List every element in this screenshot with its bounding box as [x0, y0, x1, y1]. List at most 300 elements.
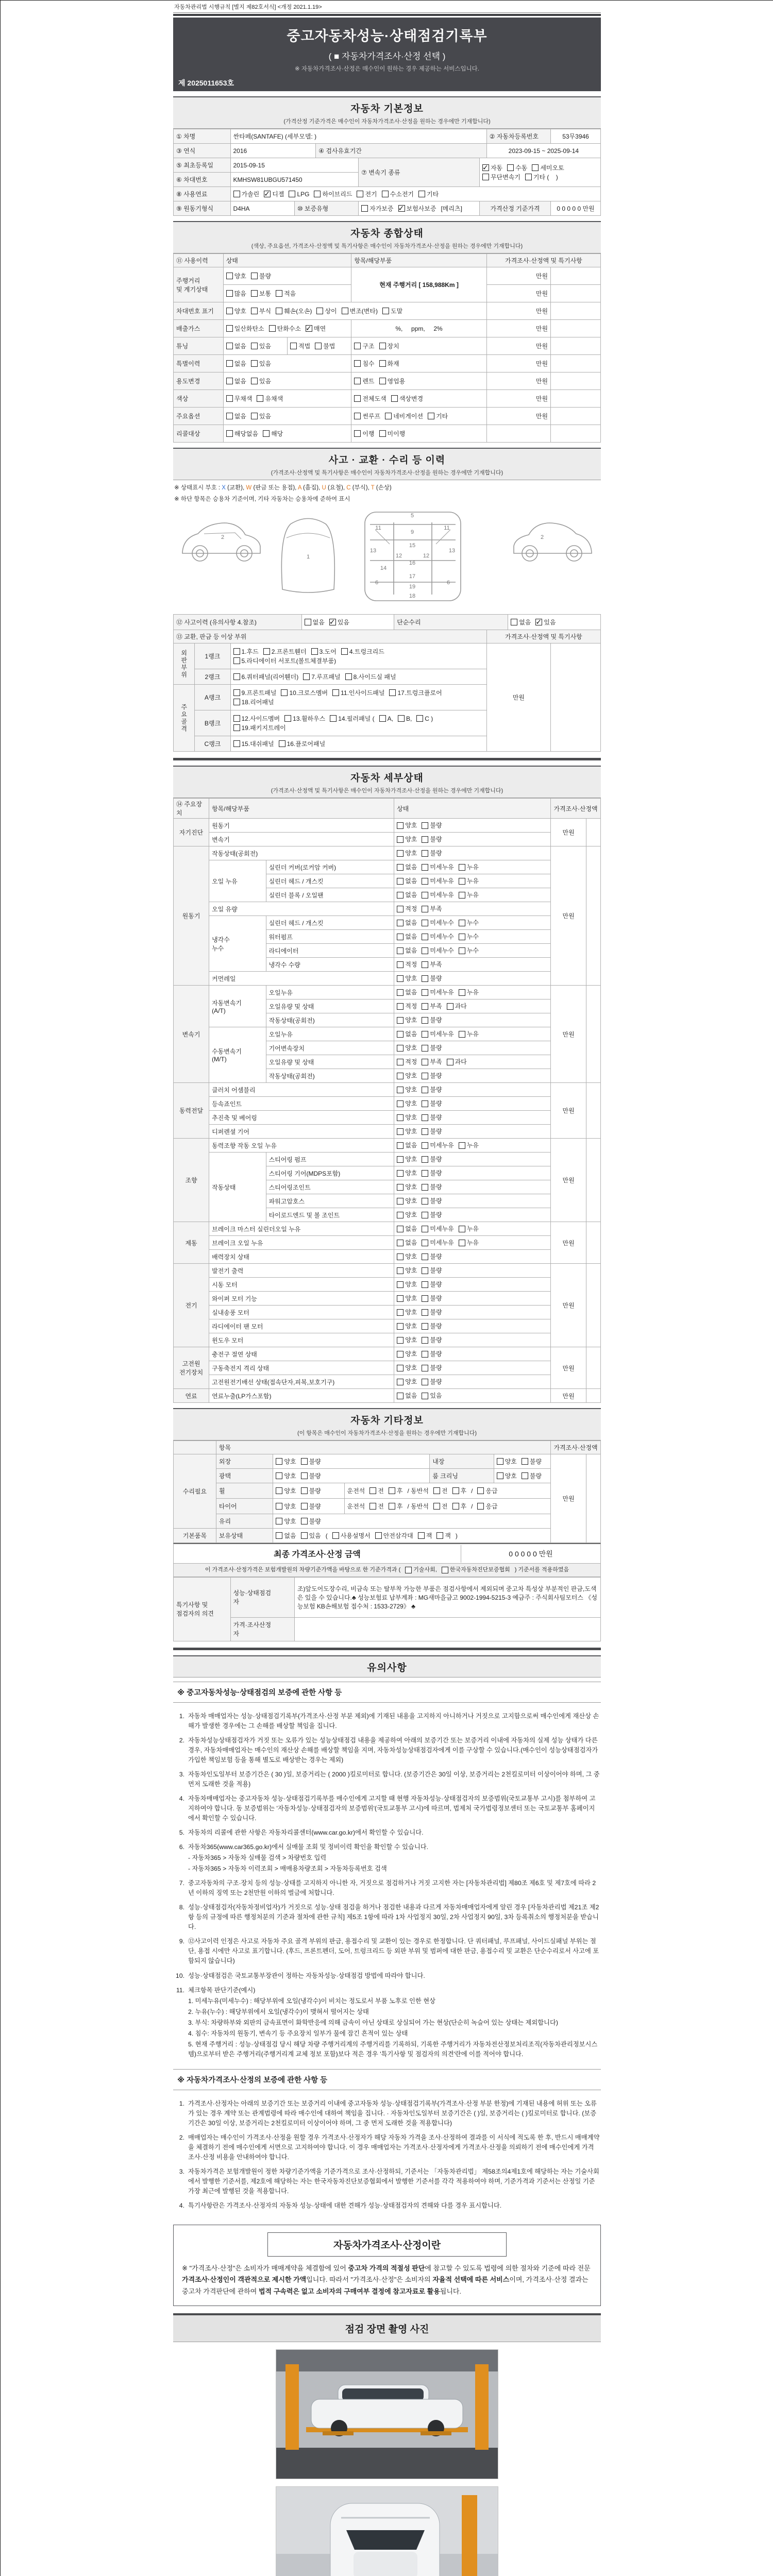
checkbox-option: 없음: [226, 342, 246, 351]
checkbox-option: 불량: [422, 1015, 442, 1025]
checkbox-cell: [288, 337, 351, 355]
value-cell: 만원: [486, 285, 550, 302]
text-segment: (요철),: [326, 485, 347, 491]
checkbox-cell: [394, 1166, 551, 1180]
section-subtitle: (이 항목은 매수인이 자동차가격조사·산정을 원하는 경우에만 기재합니다): [297, 1430, 477, 1436]
checkbox-option: 불량: [301, 1517, 321, 1526]
checkbox-cell: [394, 1264, 551, 1278]
checkbox-option: 17.트렁크플로어: [389, 688, 442, 698]
checkbox-cell: [273, 1454, 430, 1469]
value-cell: 실린더 헤드 / 개스킷: [266, 874, 394, 888]
checkbox-line: [354, 394, 483, 403]
checkbox-icon: [354, 378, 361, 384]
checkbox-icon: [447, 1059, 453, 1065]
section-divider: [173, 1648, 601, 1650]
notice-item-subtext: 5. 현재 주행거리 : 성능·상태점검 당시 해당 차량 주행거리계의 주행거리를 기록하되, 기록한 주행거리가 자동차전산정보처리조직(자동차관리정보시스템)으로부터 받은 주행거리(주행거리계 교체 정보 포함)보다 적은 경우 '특기사항 및 점검자의 의견'란에 이를 적어야 합니다.: [188, 2040, 598, 2058]
checkbox-icon: [459, 878, 465, 885]
checkbox-line: [397, 1210, 548, 1219]
checkbox-option: 불량: [522, 1471, 542, 1481]
checkbox-line: [233, 672, 484, 682]
checkbox-icon: [257, 395, 263, 402]
checkbox-line: [397, 1141, 548, 1150]
value-cell: 디퍼렌셜 기어: [209, 1125, 394, 1139]
checkbox-line: [226, 429, 349, 438]
checkbox-option: 13.휠하우스: [284, 714, 325, 723]
value-cell: 워터펌프: [266, 930, 394, 944]
checkbox-icon: [397, 1323, 404, 1330]
checkbox-line: [397, 1349, 548, 1359]
checkbox-icon: [532, 164, 539, 171]
label-cell: 광택: [216, 1469, 273, 1483]
checkbox-option: 없음: [276, 1531, 296, 1540]
checkbox-icon: [251, 378, 258, 384]
checkbox-cell: [394, 1194, 551, 1208]
checkbox-option: 없음: [397, 890, 417, 900]
text-segment: ※ 상태표시 부호 :: [174, 485, 222, 491]
other-info-table: [173, 1440, 601, 1543]
checkbox-icon: [422, 1045, 428, 1052]
checkbox-icon: [422, 1198, 428, 1205]
checkbox-cell: [394, 1306, 551, 1319]
accident-history-table: [173, 614, 601, 752]
checkbox-icon: [369, 1503, 376, 1510]
checkbox-option: 미세누수: [422, 946, 453, 955]
inspector-opinion-text: 조)앞도어도장수리, 비금속 또는 탈부착 가능한 부품은 점검사항에서 제외되며 중고차 특성상 부분적인 판금,도색은 있을 수 있습니다.♣ 성능보험료 납부계좌 : MG새마을금고 9002-1994-5215-3 예금주 : 주식회사팀모터스 《성능보험 KB손해보험 접수처 : 1533-2729》 ♣: [294, 1577, 600, 1617]
checkbox-option: 불량: [422, 1071, 442, 1080]
value-cell: 만원: [486, 643, 550, 752]
checkbox-option: 6.쿼터패널(리어휀더): [233, 672, 299, 682]
label-cell: ⑬ 교환, 판금 등 이상 부위: [174, 630, 487, 643]
checkbox-option: 부족: [422, 1002, 442, 1011]
diagram-number: 2: [221, 534, 225, 540]
value-cell: 실린더 헤드 / 개스킷: [266, 916, 394, 930]
checkbox-option: 누수: [459, 918, 479, 927]
checkbox-line: [226, 377, 349, 386]
checkbox-option: 7.루프패널: [303, 672, 340, 682]
checkbox-option: 양호: [226, 272, 246, 281]
checkbox-option: 없음: [397, 932, 417, 941]
checkbox-icon: [422, 1170, 428, 1177]
value-cell: [551, 425, 601, 443]
checkbox-option: 하이브리드: [314, 190, 352, 199]
value-cell: [486, 425, 550, 443]
checkbox-icon: [442, 1567, 448, 1573]
checkbox-cell: [351, 408, 486, 425]
checkbox-icon: [226, 325, 233, 332]
notice-item-number: 2.: [179, 1736, 184, 1744]
checkbox-option: 후: [389, 1486, 403, 1496]
checkbox-cell: [394, 1041, 551, 1055]
checkbox-option: 있음: [422, 1391, 442, 1400]
checkbox-option: 변조(변타): [342, 307, 378, 316]
value-cell: 추진축 및 베어링: [209, 1111, 394, 1125]
checkbox-option: 없음: [226, 359, 246, 368]
checkbox-cell: [394, 1278, 551, 1292]
value-cell: 브레이크 마스터 실린더오일 누유: [209, 1222, 394, 1236]
checkbox-icon: [311, 648, 318, 655]
checkbox-option: 불량: [301, 1502, 321, 1511]
notice-item-number: 4.: [179, 1794, 184, 1802]
checkbox-option: 없음: [397, 1238, 417, 1247]
checkbox-icon: [459, 1142, 465, 1149]
checkbox-line: [397, 1015, 548, 1025]
checkbox-option: 양호: [397, 1085, 417, 1094]
checkbox-line: [354, 342, 483, 351]
checkbox-option: 장치: [379, 342, 399, 351]
checkbox-icon: [422, 1003, 428, 1010]
label-cell: ⑭ 주요장치: [174, 799, 209, 819]
checkbox-option: 양호: [497, 1457, 517, 1466]
value-cell: [586, 846, 601, 986]
checkbox-line: [226, 307, 484, 316]
checkbox-option: 양호: [497, 1471, 517, 1481]
checkbox-icon: [357, 191, 363, 197]
label-cell: 가격산정 기준가격: [479, 201, 550, 216]
checkbox-cell: [394, 1347, 551, 1361]
notice-item-text: 특기사항란은 가격조사·산정자의 자동차 성능·상태에 대한 견해가 성능·상태점검자의 견해와 다를 경우 표시합니다.: [188, 2202, 502, 2210]
section-title: 유의사항: [367, 1662, 407, 1673]
diagram-number: 16: [409, 560, 416, 566]
checkbox-option: 양호: [397, 1308, 417, 1317]
checkbox-line: [305, 618, 392, 627]
checkbox-icon: [397, 1253, 404, 1260]
checkbox-option: 없음: [397, 876, 417, 886]
notice-item-number: 8.: [179, 1904, 184, 1911]
value-cell: 브레이크 오일 누유: [209, 1236, 394, 1250]
checkbox-icon: [397, 1379, 404, 1385]
notice-item: [174, 1711, 600, 1731]
value-cell: 작동상태(공회전): [266, 1013, 394, 1027]
checkbox-option: 양호: [276, 1457, 296, 1466]
checkbox-icon: [226, 413, 233, 419]
checkbox-icon: [422, 1240, 428, 1246]
checkbox-line: [397, 960, 548, 969]
label-cell: 제동: [174, 1222, 209, 1264]
checkbox-cell: [394, 1250, 551, 1264]
comprehensive-state-table: [173, 253, 601, 443]
basic-info-table: [173, 129, 601, 216]
checkbox-icon: [233, 673, 240, 680]
checkbox-line: [397, 1057, 548, 1066]
checkbox-icon: [342, 308, 348, 314]
inline-text: / 동반석: [407, 1487, 429, 1495]
checkbox-option: 양호: [397, 1363, 417, 1372]
final-price-row: [173, 1543, 601, 1564]
label-cell: 외판부위: [174, 643, 195, 685]
checkbox-icon: [422, 1212, 428, 1218]
checkbox-icon: [251, 360, 258, 367]
checkbox-icon: [459, 892, 465, 899]
checkbox-icon: [422, 975, 428, 982]
other-info-table: [173, 1440, 601, 1543]
info-box-text: [182, 2263, 592, 2297]
label-cell: ⑨ 원동기형식: [174, 201, 231, 216]
checkbox-cell: [394, 1319, 551, 1333]
checkbox-icon: [397, 1351, 404, 1358]
checkbox-icon: [397, 1017, 404, 1024]
checkbox-option: 있음: [251, 377, 271, 386]
label-cell: 항목: [216, 1441, 550, 1454]
detail-state-table: [173, 798, 601, 1403]
notice-item: [174, 2167, 600, 2196]
checkbox-icon: [433, 1487, 440, 1494]
checkbox-option: 해당: [263, 429, 283, 438]
checkbox-icon: [397, 1212, 404, 1218]
checkbox-icon: [397, 1045, 404, 1052]
checkbox-option: 부식: [251, 307, 271, 316]
checkbox-option: 불량: [422, 849, 442, 858]
checkbox-line: [233, 739, 484, 749]
checkbox-line: [397, 1002, 548, 1011]
value-cell: 작동상태(공회전): [209, 846, 394, 860]
section-subtitle: (가격조사·산정액 및 특기사항은 매수인이 자동차가격조사·산정을 원하는 경우에만 기재합니다): [271, 788, 503, 794]
checkbox-line: [397, 1335, 548, 1345]
label-cell: ② 자동차등록번호: [486, 129, 550, 144]
notice-item-number: 6.: [179, 1843, 184, 1851]
checkbox-option: 화재: [379, 359, 399, 368]
checkbox-line: [397, 932, 548, 941]
checkbox-option: 불량: [251, 272, 271, 281]
checkbox-cell: [394, 1055, 551, 1069]
checkbox-option: 불량: [301, 1471, 321, 1481]
value-cell: 윈도우 모터: [209, 1333, 394, 1347]
checkbox-icon: [276, 1472, 282, 1479]
checkbox-icon: [422, 1128, 428, 1135]
inline-text: ): [455, 1532, 458, 1539]
checkbox-option: 응급: [477, 1502, 497, 1511]
checkbox-option: 불량: [422, 1280, 442, 1289]
notice-item-subtext: 4. 침수: 자동차의 원동기, 변속기 등 주요장치 일부가 물에 잠긴 흔적이 있는 상태: [188, 2029, 408, 2037]
checkbox-icon: [290, 343, 297, 349]
diagram-number: 18: [409, 593, 416, 599]
checkbox-line: [511, 618, 598, 627]
checkbox-option: 전기: [357, 190, 377, 199]
value-cell: [551, 408, 601, 425]
section-title: 자동차 기타정보: [350, 1415, 424, 1426]
label-cell: 가격조사·산정액 및 특기사항: [486, 254, 600, 267]
value-cell: [586, 986, 601, 1083]
checkbox-option: 미세누유: [422, 988, 453, 997]
checkbox-option: 유채색: [257, 394, 283, 403]
checkbox-cell: [394, 1013, 551, 1027]
checkbox-option: 누유: [459, 1238, 479, 1247]
checkbox-line: [347, 1486, 548, 1496]
checkbox-option: 2.프론트휀더: [263, 647, 307, 656]
checkbox-cell: [344, 1483, 551, 1499]
fuel-checks: [230, 187, 601, 201]
value-cell: 스티어링조인트: [266, 1180, 394, 1194]
checkbox-icon: [276, 1487, 282, 1494]
checkbox-icon: [477, 1487, 484, 1494]
notice-item: [174, 2099, 600, 2128]
value-cell: 클러치 어셈블리: [209, 1083, 394, 1097]
checkbox-icon: [418, 191, 425, 197]
checkbox-cell: [394, 1375, 551, 1389]
notice-item-subtext: - 자동차365 > 자동차 실매물 검색 > 차량번호 입력: [188, 1854, 327, 1862]
notice-item-subtext: 3. 부식: 차량하부와 외판의 금속표면이 화학반응에 의해 금속이 아닌 상태로 상실되어 가는 현상(단순히 녹슬어 있는 상태는 제외합니다): [188, 2019, 558, 2026]
value-cell: 라디에이터 팬 모터: [209, 1319, 394, 1333]
checkbox-option: 가솔린: [233, 190, 260, 199]
checkbox-option: 불량: [422, 1377, 442, 1386]
notice-item-number: 2.: [179, 2134, 184, 2142]
checkbox-icon: [422, 1087, 428, 1093]
checkbox-icon: [459, 1226, 465, 1232]
section-title: 자동차 세부상태: [350, 773, 424, 784]
checkbox-option: 10.크로스멤버: [281, 688, 328, 698]
value-cell: 만원: [486, 267, 550, 285]
value-cell: [586, 1264, 601, 1347]
checkbox-cell: [394, 930, 551, 944]
checkbox-icon: [385, 413, 392, 419]
diagram-number: 12: [423, 553, 430, 559]
vehicle-diagram: [173, 504, 601, 614]
checkbox-option: 없음: [397, 1029, 417, 1039]
checkbox-option: 누유: [459, 1141, 479, 1150]
checkbox-cell: [230, 710, 486, 736]
checkbox-line: [276, 1486, 341, 1496]
checkbox-cell: [223, 285, 351, 302]
checkbox-option: 사용설명서: [332, 1531, 371, 1540]
notice-item-subtext: 1. 미세누유(미세누수) : 해당부위에 오일(냉각수)이 비치는 정도로서 부품 노후로 인한 현상: [188, 1997, 435, 2005]
diagram-number: 11: [375, 525, 381, 531]
checkbox-icon: [477, 1503, 484, 1510]
label-cell: 수리필요: [174, 1454, 216, 1529]
checkbox-cell: [394, 1222, 551, 1236]
checkbox-line: [397, 1127, 548, 1136]
checkbox-option: 훼손(오손): [276, 307, 312, 316]
form-regulation-note: 자동차관리법 시행규칙 [별지 제82호서식] <개정 2021.1.19>: [174, 4, 322, 10]
value-cell: [586, 1454, 601, 1543]
notice-item-text: 자동차성능상태점검자가 거짓 또는 오류가 있는 성능상태점검 내용을 제공하여 아래의 보증기간 또는 보증거리 이내에 자동차의 실제 성능 상태가 다른 경우, 자동차매매업자는 매수인의 재산상 손해를 배상할 책임을 지며, 자동차성능상태점검자에게 이를 구상할 수 있습니다.(매수인이 성능상태점검자가 가입한 책임보험 등을 통해 별도로 배상받는 경우는 제외): [188, 1736, 598, 1764]
checkbox-cell: [394, 1361, 551, 1375]
checkbox-icon: [422, 850, 428, 857]
value-cell: 배력장치 상태: [209, 1250, 394, 1264]
notice-item-number: 1.: [179, 1712, 184, 1720]
checkbox-option: 14.필러패널 (: [330, 714, 374, 723]
checkbox-option: 양호: [397, 1015, 417, 1025]
checkbox-option: 누수: [459, 932, 479, 941]
checkbox-option: 양호: [226, 307, 246, 316]
value-cell: [586, 1347, 601, 1389]
notice-item-number: 9.: [179, 1938, 184, 1945]
checkbox-line: [397, 1182, 548, 1192]
checkbox-icon: [276, 1458, 282, 1465]
label-cell: ④ 검사유효기간: [316, 144, 487, 158]
checkbox-line: [233, 647, 484, 656]
checkbox-cell: [351, 425, 486, 443]
checkbox-option: 적정: [397, 904, 417, 913]
diagram-number: 12: [395, 553, 402, 559]
checkbox-cell: [223, 355, 351, 372]
checkbox-icon: [354, 430, 361, 437]
checkbox-line: [354, 429, 483, 438]
checkbox-option: ✓ 디젤: [264, 190, 284, 199]
checkbox-icon: [379, 360, 386, 367]
section-comprehensive-header: [173, 221, 601, 253]
checkbox-option: 부족: [422, 904, 442, 913]
notice-item-number: 5.: [179, 1828, 184, 1836]
section-subtitle: (가격산정 기준가격은 매수인이 자동차가격조사·산정을 원하는 경우에만 기재합니다): [283, 118, 491, 125]
value-cell: 만원: [551, 1347, 586, 1389]
checkbox-icon: [226, 290, 233, 297]
checkbox-icon: [511, 619, 517, 625]
value-cell: [551, 285, 601, 302]
checkbox-line: [397, 1294, 548, 1303]
notice-item-text: ⑫사고이력 인정은 사고로 자동차 주요 골격 부위의 판금, 용접수리 및 교환이 있는 경우로 한정합니다. 단 쿼터패널, 루프패널, 사이드실패널 부위는 절단, 용접 시에만 사고로 표기합니다. (후드, 프론트펜더, 도어, 트렁크리드 등 외판 부위 및 범퍼에 대한 판금, 용접수리 및 교환은 단순수리로서 사고에 포함되지 않습니다): [188, 1938, 599, 1965]
value-cell: 만원: [551, 1454, 586, 1543]
checkbox-option: 후: [452, 1486, 467, 1496]
label-cell: 변속기: [174, 986, 209, 1083]
checkbox-icon: [422, 1281, 428, 1288]
checked-checkbox-icon: [264, 191, 271, 197]
checkbox-icon: [397, 989, 404, 996]
checkbox-option: 양호: [397, 1280, 417, 1289]
notice-item-text: 자동차 매매업자는 성능·상태점검기록부(가격조사·산정 부분 제외)에 기재된 내용을 고지하지 아니하거나 거짓으로 고지함으로써 매수인에게 재산상 손해가 발생한 경우에는 그 손해를 배상할 책임을 집니다.: [188, 1712, 599, 1730]
text-segment: 입니다. 따라서 "가격조사·산정"은 소비자의: [306, 2276, 433, 2284]
label-cell: B랭크: [195, 710, 230, 736]
notice-item: [174, 1986, 600, 2059]
checkbox-cell: [223, 267, 351, 285]
checkbox-icon: [263, 430, 270, 437]
text-segment: W: [246, 485, 252, 491]
notice-item-text: 자동차의 리콜에 관한 사항은 자동차리콜센터(www.car.go.kr)에서 확인할 수 있습니다.: [188, 1828, 424, 1836]
top-divider: [173, 12, 601, 16]
checkbox-icon: [379, 430, 386, 437]
checkbox-option: 불법: [315, 342, 335, 351]
value-cell: 시동 모터: [209, 1278, 394, 1292]
vehicle-diagram-svg: [173, 507, 601, 607]
transmission-checks: [479, 158, 600, 187]
price-survey-select-line: ( ■ 자동차가격조사·산정 선택 ): [328, 52, 446, 61]
value-cell: 기어변속장치: [266, 1041, 394, 1055]
checkbox-option: 전: [369, 1486, 384, 1496]
checkbox-option: 양호: [397, 1182, 417, 1192]
checkbox-icon: [436, 1532, 443, 1539]
checkbox-option: 누유: [459, 876, 479, 886]
checkbox-option: 부족: [422, 960, 442, 969]
checkbox-option: 5.라디에이터 서포트(볼트체결부품): [233, 656, 337, 666]
checkbox-icon: [397, 836, 404, 843]
value-cell: 변속기: [209, 833, 394, 846]
value-cell: 원동기: [209, 819, 394, 833]
diagram-panel-numbers: [221, 513, 544, 599]
checkbox-cell: [223, 408, 351, 425]
checkbox-cell: [223, 320, 351, 337]
checkbox-line: [397, 988, 548, 997]
checkbox-option: 불량: [522, 1457, 542, 1466]
inline-text: (: [325, 1532, 328, 1539]
value-cell: 만원: [486, 320, 550, 337]
value-cell: 구동축전지 격리 상태: [209, 1361, 394, 1375]
text-segment: (흠집),: [301, 485, 322, 491]
label-cell: 고전원 전기장치: [174, 1347, 209, 1389]
checkbox-cell: [394, 1180, 551, 1194]
checkbox-option: 양호: [276, 1517, 296, 1526]
text-segment: 에 참고할 수 있도록 법령에 의한 절차와 기준에 따라 전문: [425, 2264, 591, 2273]
checkbox-option: 미세누유: [422, 876, 453, 886]
checked-checkbox-icon: [535, 619, 542, 625]
document-page: [173, 1, 601, 2576]
value-cell: 만원: [486, 408, 550, 425]
checkbox-icon: [433, 1503, 440, 1510]
notice-item-text: 가격조사·산정자는 아래의 보증기간 또는 보증거리 이내에 중고자동차 성능·상태점검기록부(가격조사·산정 부분 한정)에 기재된 내용에 허위 또는 오류가 있는 경우 계약 또는 관계법령에 따라 매수인에 대하여 책임을 집니다. · 자동차인도일부터 보증기간은 ( )일, 보증거리는 ( )킬로미터로 합니다. (보증기간은 30일 이상, 보증거리는 2천킬로미터 이상이어야 하며, 그 중 먼저 도래한 것을 적용합니다): [188, 2099, 597, 2127]
checkbox-icon: [459, 989, 465, 996]
checkbox-icon: [226, 273, 233, 279]
label-cell: 항목/해당부품: [351, 254, 486, 267]
label-cell: 용도변경: [174, 372, 224, 390]
checkbox-option: 양호: [397, 849, 417, 858]
checkbox-option: 무단변속기: [482, 173, 520, 182]
